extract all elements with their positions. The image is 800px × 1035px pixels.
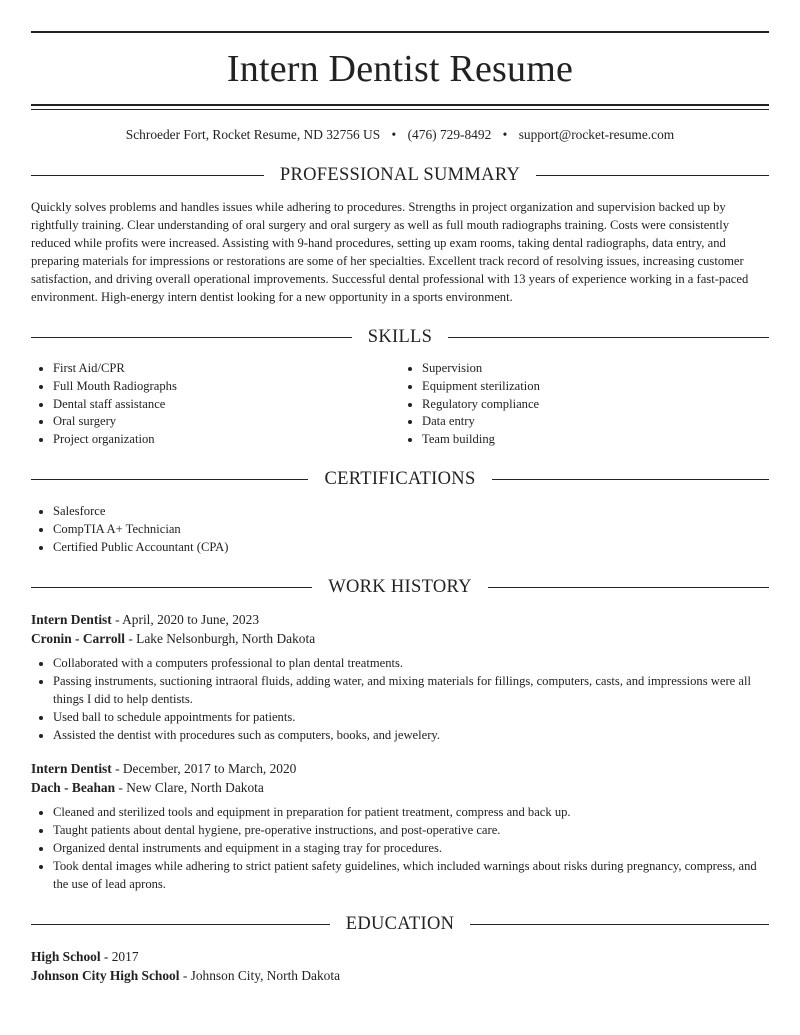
- skill-item: • Data entry: [422, 413, 769, 431]
- section-title: SKILLS: [367, 326, 433, 347]
- skill-item: • Regulatory compliance: [422, 396, 769, 414]
- page-title: Intern Dentist Resume: [226, 48, 574, 90]
- skills-column-left: [31, 360, 400, 449]
- heading-rule: [536, 175, 769, 176]
- job-bullet: • Took dental images while adhering to strict patient safety guidelines, which included warnings about risks during pregnancy, compress, and the use of lead aprons.: [53, 858, 769, 894]
- job-dates: - December, 2017 to March, 2020: [111, 761, 297, 777]
- job-title-line: [31, 610, 769, 629]
- job-location: - Lake Nelsonburgh, North Dakota: [124, 631, 316, 647]
- section-heading-education: [31, 911, 769, 937]
- contact-separator: •: [502, 127, 508, 142]
- job-bullet: • Taught patients about dental hygiene, pre-operative instructions, and post-operative care.: [53, 822, 769, 840]
- skill-item: • First Aid/CPR: [53, 360, 400, 378]
- contact-email: support@rocket-resume.com: [518, 127, 675, 142]
- skill-item: • Oral surgery: [53, 413, 400, 431]
- heading-rule: [31, 337, 352, 338]
- education-school: Johnson City High School: [31, 968, 180, 984]
- section-title: WORK HISTORY: [328, 576, 472, 597]
- contact-line: [31, 126, 769, 144]
- job-bullet: • Organized dental instruments and equipment in a staging tray for procedures.: [53, 840, 769, 858]
- section-title: CERTIFICATIONS: [324, 469, 476, 490]
- skill-item: • Supervision: [422, 360, 769, 378]
- top-rule: [31, 31, 769, 33]
- education-school-line: [31, 966, 769, 985]
- job-bullet: • Used ball to schedule appointments for patients.: [53, 709, 769, 727]
- section-heading-work-history: [31, 574, 769, 600]
- heading-rule: [470, 924, 769, 925]
- job-company-line: [31, 629, 769, 648]
- education-degree-line: [31, 947, 769, 966]
- education-entry: [31, 947, 769, 985]
- education-year: - 2017: [100, 949, 139, 965]
- job-title: Intern Dentist: [31, 761, 112, 777]
- job-title: Intern Dentist: [31, 612, 112, 628]
- contact-phone: (476) 729-8492: [407, 127, 492, 142]
- job-location: - New Clare, North Dakota: [115, 780, 264, 796]
- skill-item: • Full Mouth Radiographs: [53, 378, 400, 396]
- heading-rule: [448, 337, 769, 338]
- job-bullet: • Passing instruments, suctioning intraoral fluids, adding water, and mixing materials for fillings, computers, casts, and impressions were all things I did to help dentists.: [53, 673, 769, 709]
- job-bullets: [31, 655, 769, 744]
- certification-item: • Salesforce: [53, 503, 769, 521]
- contact-separator: •: [391, 127, 397, 142]
- job-bullet: • Cleaned and sterilized tools and equipment in preparation for patient treatment, compress and back up.: [53, 804, 769, 822]
- job-company: Cronin - Carroll: [31, 631, 125, 647]
- skill-item: • Dental staff assistance: [53, 396, 400, 414]
- skill-item: • Project organization: [53, 431, 400, 449]
- job-company-line: [31, 778, 769, 797]
- section-heading-summary: [31, 162, 769, 188]
- education-location: - Johnson City, North Dakota: [179, 968, 341, 984]
- heading-rule: [31, 175, 264, 176]
- section-heading-certifications: [31, 467, 769, 493]
- heading-rule: [31, 479, 308, 480]
- certification-item: • Certified Public Accountant (CPA): [53, 539, 769, 557]
- section-title: EDUCATION: [345, 913, 455, 934]
- job-entry: [31, 759, 769, 893]
- certifications-list: [31, 503, 769, 556]
- summary-text: Quickly solves problems and handles issues while adhering to procedures. Strengths in project organization and supervision backed up by rightfully training. Clear understanding of oral surgery and oral surgery as well as full mouth radiographs training. Costs were consistently reduced while profits were increased. Assisting with 9-hand procedures, setting up exam rooms, taking dental radiographs, data entry, and preparing materials for impressions or restorations are some of her specialties. Excellent track record of resolving issues, increasing customer satisfaction, and driving overall operational improvements. Successful dental professional with 13 years of experience working in a fast-paced environment. High-energy intern dentist looking for a new opportunity in a sports environment.: [31, 200, 749, 304]
- heading-rule: [492, 479, 769, 480]
- job-dates: - April, 2020 to June, 2023: [111, 612, 260, 628]
- certification-item: • CompTIA A+ Technician: [53, 521, 769, 539]
- job-bullet: • Collaborated with a computers professional to plan dental treatments.: [53, 655, 769, 673]
- education-degree: High School: [31, 949, 101, 965]
- section-heading-skills: [31, 324, 769, 350]
- contact-address: Schroeder Fort, Rocket Resume, ND 32756 US: [125, 127, 381, 142]
- job-entry: [31, 610, 769, 744]
- resume-page: [31, 0, 769, 985]
- skill-item: • Team building: [422, 431, 769, 449]
- job-title-line: [31, 759, 769, 778]
- heading-rule: [31, 924, 330, 925]
- job-bullet: • Assisted the dentist with procedures such as computers, books, and jewelery.: [53, 727, 769, 745]
- skill-item: • Equipment sterilization: [422, 378, 769, 396]
- title-double-rule: [31, 104, 769, 110]
- skills-list: [31, 360, 769, 449]
- section-title: PROFESSIONAL SUMMARY: [279, 164, 521, 185]
- skills-column-right: [400, 360, 769, 449]
- heading-rule: [488, 587, 769, 588]
- job-bullets: [31, 804, 769, 893]
- heading-rule: [31, 587, 312, 588]
- job-company: Dach - Beahan: [31, 780, 116, 796]
